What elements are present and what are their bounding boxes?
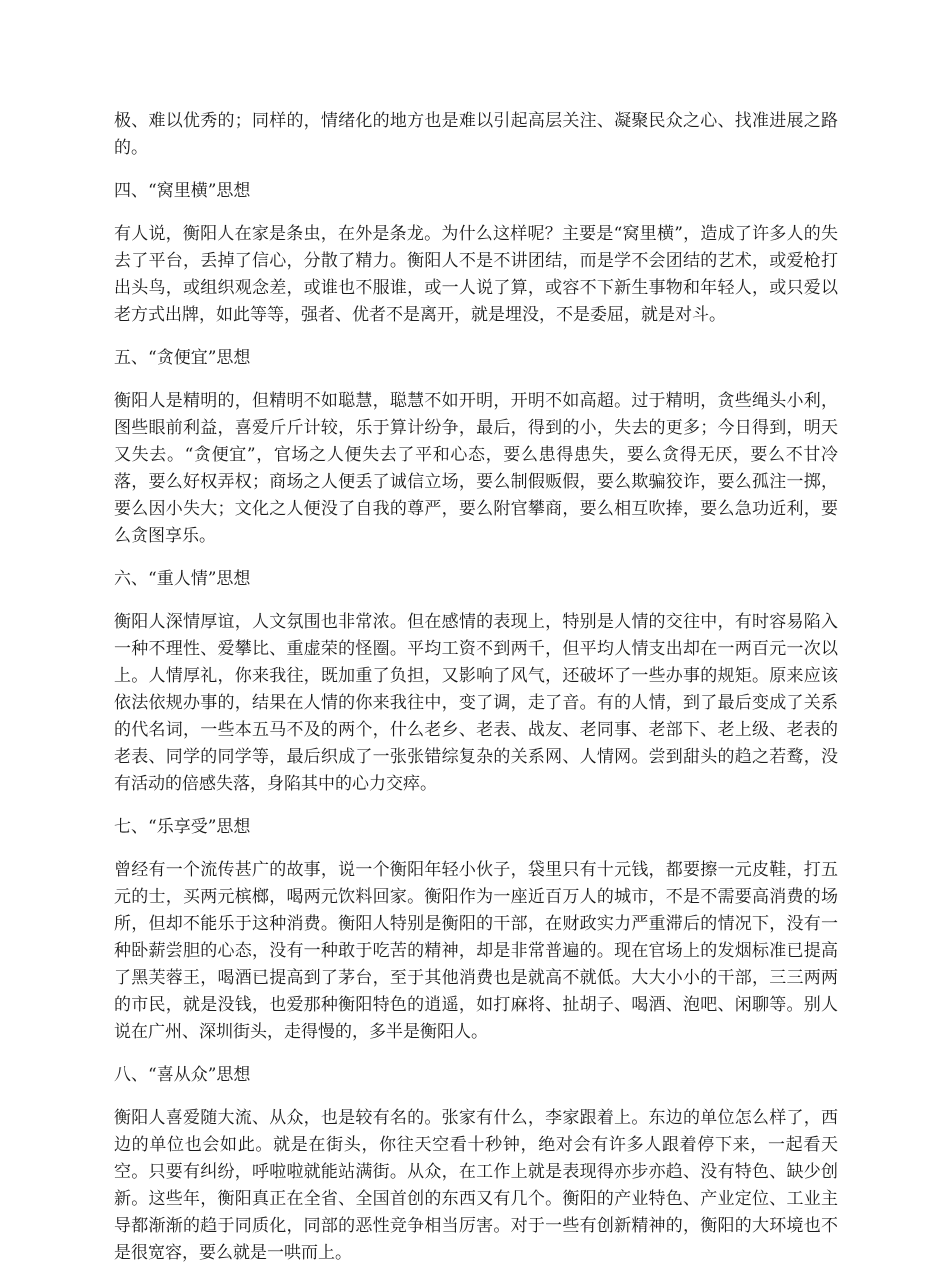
section-heading-4: 四、“窝里横”思想 xyxy=(114,181,251,201)
intro-paragraph: 极、难以优秀的；同样的，情绪化的地方也是难以引起高层关注、凝聚民众之心、找准进展之路的。 xyxy=(114,111,838,158)
document-page xyxy=(114,108,838,1283)
section-heading-6: 六、“重人情”思想 xyxy=(114,569,251,589)
section-body-6: 衡阳人深情厚谊，人文氛围也非常浓。但在感情的表现上，特别是人情的交往中，有时容易陷入一种不理性、爱攀比、重虚荣的怪圈。平均工资不到两千，但平均人情支出却在一两百元一次以上。人情厚礼，你来我往，既加重了负担，又影响了风气，还破坏了一些办事的规矩。原来应该依法依规办事的，结果在人情的你来我往中，变了调，走了音。有的人情，到了最后变成了关系的代名词，一些本五马不及的两个，什么老乡、老表、战友、老同事、老部下、老上级、老表的老表、同学的同学等，最后织成了一张张错综复杂的关系网、人情网。尝到甜头的趋之若鹜，没有活动的倍感失落，身陷其中的心力交瘁。 xyxy=(114,612,838,794)
section-heading-5: 五、“贪便宜”思想 xyxy=(114,348,251,368)
section-heading-7: 七、“乐享受”思想 xyxy=(114,817,251,837)
section-body-5: 衡阳人是精明的，但精明不如聪慧，聪慧不如开明，开明不如高超。过于精明，贪些绳头小利，图些眼前利益，喜爱斤斤计较，乐于算计纷争，最后，得到的小，失去的更多；今日得到，明天又失去。“贪便宜”，官场之人便失去了平和心态，要么患得患失，要么贪得无厌，要么不甘冷落，要么好权弄权；商场之人便丢了诚信立场，要么制假贩假，要么欺骗狡诈，要么孤注一掷，要么因小失大；文化之人便没了自我的尊严，要么附官攀商，要么相互吹捧，要么急功近利，要么贪图享乐。 xyxy=(114,391,838,546)
section-body-7: 曾经有一个流传甚广的故事，说一个衡阳年轻小伙子，袋里只有十元钱，都要擦一元皮鞋，打五元的士，买两元槟榔，喝两元饮料回家。衡阳作为一座近百万人的城市，不是不需要高消费的场所，但却不能乐于这种消费。衡阳人特别是衡阳的干部，在财政实力严重滞后的情况下，没有一种卧薪尝胆的心态，没有一种敢于吃苦的精神，却是非常普遍的。现在官场上的发烟标准已提高了黑芙蓉王，喝酒已提高到了茅台，至于其他消费也是就高不就低。大大小小的干部，三三两两的市民，就是没钱，也爱那种衡阳特色的逍遥，如打麻将、扯胡子、喝酒、泡吧、闲聊等。别人说在广州、深圳街头，走得慢的，多半是衡阳人。 xyxy=(114,860,838,1042)
section-body-4: 有人说，衡阳人在家是条虫，在外是条龙。为什么这样呢？主要是“窝里横”，造成了许多人的失去了平台，丢掉了信心，分散了精力。衡阳人不是不讲团结，而是学不会团结的艺术，或爱枪打出头鸟，或组织观念差，或谁也不服谁，或一人说了算，或容不下新生事物和年轻人，或只爱以老方式出牌，如此等等，强者、优者不是离开，就是埋没，不是委屈，就是对斗。 xyxy=(114,224,838,325)
section-body-8: 衡阳人喜爱随大流、从众，也是较有名的。张家有什么，李家跟着上。东边的单位怎么样了，西边的单位也会如此。就是在街头，你往天空看十秒钟，绝对会有许多人跟着停下来，一起看天空。只要有纠纷，呼啦啦就能站满街。从众，在工作上就是表现得亦步亦趋、没有特色、缺少创新。这些年，衡阳真正在全省、全国首创的东西又有几个。衡阳的产业特色、产业定位、工业主导都渐渐的趋于同质化，同部的恶性竞争相当厉害。对于一些有创新精神的，衡阳的大环境也不是很宽容，要么就是一哄而上。 xyxy=(114,1108,838,1263)
section-heading-8: 八、“喜从众”思想 xyxy=(114,1065,251,1085)
